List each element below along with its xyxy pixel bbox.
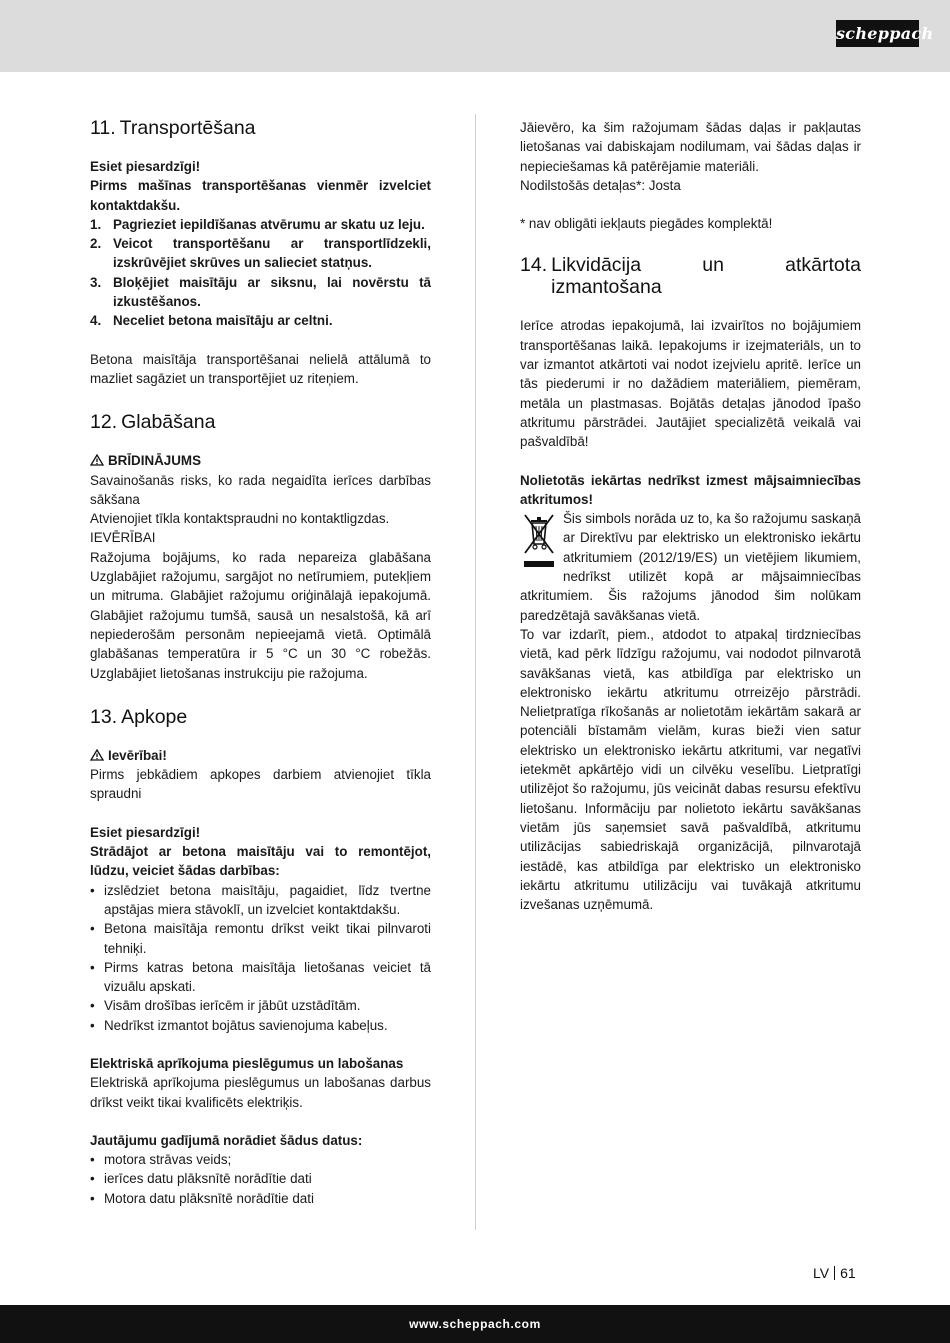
language-code: LV [813, 1265, 830, 1281]
list-item: 2. Veicot transportēšanu ar transportlīdzekli, izskrūvējiet skrūves un salieciet statņus. [90, 236, 431, 271]
caution-label: Esiet piesardzīgi! [90, 159, 201, 174]
weee-text-2: To var izdarīt, piem., atdodot to atpakaļ tirdzniecības vietā, kad pērk līdzīgu ražojumu, vai nododot pilnvarotā savākšanas vietā, kas atbildīga par elektrisko un elektronisko iekārtu atkritumu otrreizējo pārstrādi. Nelietpratīga rīkošanās ar nolietotām iekārtām sakarā ar potenciāli bīstamām vielām, kuras bieži vien satur elektrisko un elektronisko iekārtu atkritumi, var negatīvi ietekmēt apkārtējo vidi un cilvēku veselību. Lietpratīgi utilizējot šo ražojumu, jūs veicināt dabas resursu efektīvu lietošanu. Informāciju par nolietoto iekārtu savākšanas vietām jūs saņemsiet savā pašvaldībā, atkritumu utilizācijas sabiedriskajā organizācijā, pilnvarotajā iestādē, kas atbildīga par elektrisko un elektronisko iekārtu atkritumu utilizāciju vai tuvākajā atkritumu izvešanas uzņēmumā. [520, 626, 861, 913]
section-number: 12. [90, 411, 118, 434]
electrical-heading: Elektriskā aprīkojuma pieslēgumus un labošanas [90, 1055, 404, 1071]
section-title: Likvidācija un atkārtota izmantošana [551, 254, 861, 299]
page-num: 61 [840, 1265, 856, 1281]
warning-label: BRĪDINĀJUMS [108, 453, 201, 469]
attention-label: Ievērībai! [108, 747, 167, 763]
list-item: 4. Neceliet betona maisītāju ar celtni. [90, 313, 333, 329]
footnote: * nav obligāti iekļauts piegādes komplektā! [520, 216, 773, 232]
right-column [520, 118, 861, 914]
data-list [90, 1150, 431, 1208]
warning-triangle-icon [90, 749, 104, 761]
section-13-heading [90, 706, 431, 728]
weee-crossed-bin-icon [520, 511, 558, 569]
list-item: 1. Pagrieziet iepildīšanas atvērumu ar skatu uz leju. [90, 216, 425, 232]
transport-intro: Pirms mašīnas transportēšanas vienmēr izvelciet kontaktdakšu. [90, 178, 431, 213]
section-title: Apkope [121, 705, 188, 728]
list-item: • Visām drošības ierīcēm ir jābūt uzstādītām. [90, 998, 361, 1014]
list-item: • Betona maisītāja remontu drīkst veikt tikai pilnvaroti tehniķi. [90, 921, 431, 956]
list-item: • izslēdziet betona maisītāju, pagaidiet, līdz tvertne apstājas miera stāvoklī, un izvelciet kontaktdakšu. [90, 882, 431, 917]
storage-text: Ražojuma bojājums, ko rada nepareiza glabāšana Uzglabājiet ražojumu, sargājot no netīrumiem, putekļiem un mitruma. Glabājiet ražojumu oriģinālajā iepakojumā. Glabājiet ražojumu tumšā, sausā un nesalstošā, kā arī nepiederošām personām nepieejamā vietā. Optimālā glabāšanas temperatūra ir 5 °C un 30 °C robežās. Uzglabājiet lietošanas instrukciju pie ražojuma. [90, 549, 431, 681]
warning-line [90, 451, 431, 470]
attention-text: Pirms jebkādiem apkopes darbiem atvienojiet tīkla spraudni [90, 767, 431, 802]
weee-text-1: Šis simbols norāda uz to, ka šo ražojumu saskaņā ar Direktīvu par elektrisko un elektronisko iekārtu atkritumiem (2012/19/ES) un vietējiem likumiem, nedrīkst utilizēt kopā ar mājsaimniecības atkritumiem. Šis ražojums jānodod šim nolūkam paredzētajā savākšanas vietā. [520, 511, 861, 623]
injury-risk-text: Savainošanās risks, ko rada negaidīta ierīces darbības sākšana [90, 472, 431, 507]
section-number: 13. [90, 705, 118, 728]
column-divider [475, 114, 476, 1230]
disposal-text: Ierīce atrodas iepakojumā, lai izvairītos no bojājumiem transportēšanas laikā. Iepakojums ir izejmateriāls, un to var izmantot atkārtoti vai nodot izejvielu apritē. Ierīce un tās piederumi ir no dažādiem materiāliem, piemēram, metāla un plastmasas. Bojātās detaļas jānodod īpašo atkritumu pārstrādei. Jautājiet specializētā veikalā vai pašvaldībā! [520, 318, 861, 450]
header-bar [0, 0, 950, 72]
wear-parts-text: Jāievēro, ka šim ražojumam šādas daļas ir pakļautas lietošanas vai dabiskajam nodilumam, vai šādas daļas ir nepieciešamas kā patērējamie materiāli. [520, 120, 861, 174]
section-number: 14. [520, 254, 548, 277]
list-item: 3. Bloķējiet maisītāju ar siksnu, lai novērstu tā izkustēšanos. [90, 274, 431, 310]
maintenance-intro: Strādājot ar betona maisītāju vai to remontējot, lūdzu, veiciet šādas darbības: [90, 844, 431, 879]
attention-line [90, 746, 431, 765]
section-title: Transportēšana [119, 117, 256, 139]
section-11-heading [90, 117, 431, 139]
list-item: • Motora datu plāksnītē norādītie dati [90, 1190, 314, 1206]
electrical-text: Elektriskā aprīkojuma pieslēgumus un labošanas darbus drīkst veikt tikai kvalificēts elektriķis. [90, 1075, 431, 1110]
weee-heading: Nolietotās iekārtas nedrīkst izmest mājsaimniecības atkritumos! [520, 472, 861, 507]
brand-logo: scheppach [836, 20, 919, 47]
page-number [813, 1264, 856, 1282]
website-url[interactable]: www.scheppach.com [409, 1317, 541, 1331]
section-12-heading [90, 411, 431, 433]
footer-bar [0, 1305, 950, 1343]
section-14-heading [520, 254, 861, 298]
list-item: • Pirms katras betona maisītāja lietošanas veiciet tā vizuālu apskati. [90, 959, 431, 995]
notice-label: IEVĒRĪBAI [90, 530, 156, 546]
maintenance-list [90, 881, 431, 1035]
data-heading: Jautājumu gadījumā norādiet šādus datus: [90, 1132, 363, 1148]
section-number: 11. [90, 117, 116, 139]
unplug-text: Atvienojiet tīkla kontaktspraudni no kontaktligzdas. [90, 511, 390, 527]
list-item: • Nedrīkst izmantot bojātus savienojuma kabeļus. [90, 1017, 388, 1033]
list-item: • ierīces datu plāksnītē norādītie dati [90, 1171, 312, 1187]
warning-triangle-icon [90, 454, 104, 466]
section-title: Glabāšana [121, 411, 216, 434]
left-column [90, 110, 431, 1208]
caution-label: Esiet piesardzīgi! [90, 824, 201, 840]
list-item: • motora strāvas veids; [90, 1152, 232, 1168]
transport-note: Betona maisītāja transportēšanai nelielā attālumā to mazliet sagāziet un transportējiet uz riteņiem. [90, 351, 431, 386]
wear-parts-list: Nodilstošās detaļas*: Josta [520, 177, 681, 193]
transport-steps [90, 215, 431, 331]
